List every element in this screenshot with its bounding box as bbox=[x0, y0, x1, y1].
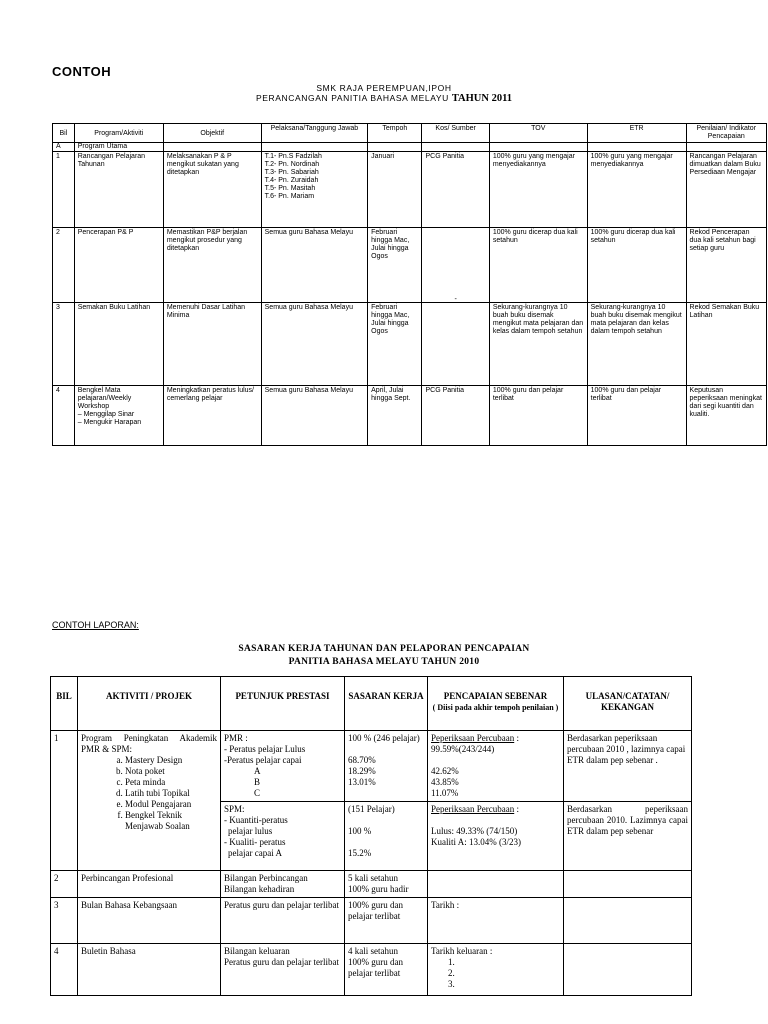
row-sasaran bbox=[345, 871, 428, 898]
report-title-line2: PANITIA BAHASA MELAYU TAHUN 2010 bbox=[288, 657, 480, 667]
table-row bbox=[51, 898, 692, 944]
sasaran-line: 100 % (246 pelajar) bbox=[348, 733, 420, 743]
col-header-pencapaian bbox=[428, 677, 564, 731]
list-item: b. Nota poket bbox=[125, 766, 217, 777]
sasaran-grade: 68.70% bbox=[348, 755, 376, 765]
row-kos: PCG Panitia bbox=[422, 386, 489, 446]
row-program bbox=[74, 386, 163, 446]
row-etr: 100% guru yang mengajar menyediakannya bbox=[587, 152, 686, 228]
pelaksana-line: T.6- Pn. Mariam bbox=[264, 193, 315, 200]
pencapaian-title: Tarikh keluaran : bbox=[431, 946, 493, 956]
col-header-bil: Bil bbox=[53, 124, 75, 143]
sasaran-line: 15.2% bbox=[348, 848, 372, 858]
row-petunjuk bbox=[221, 944, 345, 996]
col-header-kos: Kos/ Sumber bbox=[422, 124, 489, 143]
pencapaian-line: Lulus: 49.33% (74/150) bbox=[431, 826, 518, 836]
tarikh-list bbox=[431, 957, 560, 990]
plan-title-year: TAHUN 2011 bbox=[451, 93, 512, 104]
row-bil: 3 bbox=[51, 898, 78, 944]
row-etr: 100% guru dan pelajar terlibat bbox=[587, 386, 686, 446]
row-ulasan-pmr: Berdasarkan peperiksaan percubaan 2010 , lazimnya capai ETR dalam pep sebenar . bbox=[564, 731, 692, 802]
list-item bbox=[457, 968, 560, 979]
row-pencapaian-pmr: Peperiksaan Percubaan : 99.59%(243/244) 42.62% 43.85% 11.07% bbox=[428, 731, 564, 802]
list-item: e. Modul Pengajaran bbox=[125, 799, 217, 810]
row-objektif: Meningkatkan peratus lulus/ cemerlang pelajar bbox=[163, 386, 261, 446]
row-etr: 100% guru dicerap dua kali setahun bbox=[587, 228, 686, 303]
sasaran-line: 100% guru dan pelajar terlibat bbox=[348, 957, 403, 978]
table-row bbox=[51, 944, 692, 996]
pencapaian-title: Peperiksaan Percubaan bbox=[431, 733, 515, 743]
petunjuk-line: pelajar capai A bbox=[228, 848, 282, 858]
plan-table bbox=[52, 123, 767, 446]
school-name: SMK RAJA PEREMPUAN,IPOH bbox=[316, 83, 452, 93]
row-penilaian: Rancangan Pelajaran dimuatkan dalam Buku Persediaan Mengajar bbox=[686, 152, 766, 228]
grade-label: A bbox=[254, 766, 261, 776]
row-sasaran-pmr bbox=[345, 731, 428, 802]
row-objektif: Melaksanakan P & P mengikut sukatan yang ditetapkan bbox=[163, 152, 261, 228]
petunjuk-line: -Peratus pelajar capai bbox=[224, 755, 302, 765]
row-petunjuk-pmr bbox=[221, 731, 345, 802]
row-tov: Sekurang-kurangnya 10 buah buku disemak mengikut mata pelajaran dan kelas dalam tempoh setahun bbox=[489, 303, 587, 386]
page-heading: CONTOH bbox=[52, 64, 112, 79]
report-table bbox=[50, 676, 692, 996]
report-title-line1: SASARAN KERJA TAHUNAN DAN PELAPORAN PENCAPAIAN bbox=[238, 644, 530, 654]
petunjuk-line: PMR : bbox=[224, 733, 248, 743]
row-penilaian: Rekod Semakan Buku Latihan bbox=[686, 303, 766, 386]
row-tempoh: Februari hingga Mac, Julai hingga Ogos bbox=[368, 228, 422, 303]
table-row bbox=[53, 303, 767, 386]
table-row bbox=[53, 152, 767, 228]
row-aktiviti: Bulan Bahasa Kebangsaan bbox=[78, 898, 221, 944]
report-table-header bbox=[51, 677, 692, 731]
row-tov: 100% guru dan pelajar terlibat bbox=[489, 386, 587, 446]
col-header-tempoh: Tempoh bbox=[368, 124, 422, 143]
petunjuk-line: Bilangan keluaran bbox=[224, 946, 290, 956]
petunjuk-line: - Kuantiti-peratus bbox=[224, 815, 288, 825]
program-sub: – Menggilap Sinar bbox=[77, 411, 135, 418]
row-petunjuk-spm bbox=[221, 802, 345, 871]
program-text: Bengkel Mata pelajaran/Weekly Workshop bbox=[77, 387, 132, 410]
col-header-objektif: Objektif bbox=[163, 124, 261, 143]
petunjuk-line: - Peratus pelajar Lulus bbox=[224, 744, 306, 754]
petunjuk-line: Bilangan Perbincangan bbox=[224, 873, 308, 883]
sasaran-line: (151 Pelajar) bbox=[348, 804, 395, 814]
col-header-bil: BIL bbox=[51, 677, 78, 731]
row-kos bbox=[422, 228, 489, 303]
pelaksana-line: T.2- Pn. Nordinah bbox=[264, 161, 320, 168]
list-item: d. Latih tubi Topikal bbox=[125, 788, 217, 799]
petunjuk-line: - Kualiti- peratus bbox=[224, 837, 286, 847]
list-item bbox=[457, 979, 560, 990]
row-aktiviti: Perbincangan Profesional bbox=[78, 871, 221, 898]
row-bil: 1 bbox=[51, 731, 78, 871]
row-sasaran-spm bbox=[345, 802, 428, 871]
sasaran-line: 5 kali setahun bbox=[348, 873, 398, 883]
row-bil: 2 bbox=[53, 228, 75, 303]
pelaksana-line: T.4- Pn. Zuraidah bbox=[264, 177, 319, 184]
row-aktiviti: Buletin Bahasa bbox=[78, 944, 221, 996]
sasaran-line: 100% guru hadir bbox=[348, 884, 409, 894]
row-pencapaian-spm: Peperiksaan Percubaan : Lulus: 49.33% (74/150) Kualiti A: 13.04% (3/23) bbox=[428, 802, 564, 871]
row-ulasan bbox=[564, 871, 692, 898]
list-item: f. Bengkel Teknik Menjawab Soalan bbox=[125, 810, 217, 832]
section-label: Program Utama bbox=[74, 143, 163, 152]
row-program: Semakan Buku Latihan bbox=[74, 303, 163, 386]
row-ulasan-spm: Berdasarkan peperiksaan percubaan 2010. Lazimnya capai ETR dalam pep sebenar bbox=[564, 802, 692, 871]
table-row-section bbox=[53, 143, 767, 152]
table-row bbox=[51, 731, 692, 802]
pelaksana-line: T.3- Pn. Sabariah bbox=[264, 169, 319, 176]
grade-label: B bbox=[254, 777, 261, 787]
petunjuk-line: Bilangan kehadiran bbox=[224, 884, 295, 894]
col-header-ulasan: ULASAN/CATATAN/ KEKANGAN bbox=[564, 677, 692, 731]
row-bil: 2 bbox=[51, 871, 78, 898]
row-pencapaian: Tarikh : bbox=[428, 898, 564, 944]
row-objektif: Memastikan P&P berjalan mengikut prosedur yang ditetapkan bbox=[163, 228, 261, 303]
row-kos-value: - bbox=[454, 296, 457, 303]
row-sasaran bbox=[345, 944, 428, 996]
col-header-aktiviti: AKTIVITI / PROJEK bbox=[78, 677, 221, 731]
table-row bbox=[53, 386, 767, 446]
list-item: a. Mastery Design bbox=[125, 755, 217, 766]
petunjuk-line: SPM: bbox=[224, 804, 245, 814]
plan-title bbox=[0, 93, 768, 104]
pencapaian-line: Kualiti A: 13.04% (3/23) bbox=[431, 837, 521, 847]
petunjuk-line: Peratus guru dan pelajar terlibat bbox=[224, 957, 339, 967]
pelaksana-line: T.1- Pn.S Fadzilah bbox=[264, 153, 322, 160]
row-bil: 1 bbox=[53, 152, 75, 228]
sasaran-grade: 18.29% bbox=[348, 766, 376, 776]
table-row bbox=[51, 871, 692, 898]
list-item: c. Peta minda bbox=[125, 777, 217, 788]
col-header-program: Program/Aktiviti bbox=[74, 124, 163, 143]
pencapaian-grade: 43.85% bbox=[431, 777, 459, 787]
row-tempoh: Februari hingga Mac, Julai hingga Ogos bbox=[368, 303, 422, 386]
row-kos: PCG Panitia bbox=[422, 152, 489, 228]
row-sasaran: 100% guru dan pelajar terlibat bbox=[345, 898, 428, 944]
table-row bbox=[53, 228, 767, 303]
row-program: Pencerapan P& P bbox=[74, 228, 163, 303]
pelaksana-line: T.5- Pn. Masitah bbox=[264, 185, 316, 192]
row-aktiviti bbox=[78, 731, 221, 871]
row-ulasan bbox=[564, 898, 692, 944]
row-petunjuk: Peratus guru dan pelajar terlibat bbox=[221, 898, 345, 944]
row-pelaksana: Semua guru Bahasa Melayu bbox=[261, 303, 368, 386]
row-bil: 4 bbox=[53, 386, 75, 446]
row-pelaksana: Semua guru Bahasa Melayu bbox=[261, 386, 368, 446]
row-pencapaian bbox=[428, 944, 564, 996]
grade-label: C bbox=[254, 788, 261, 798]
row-tempoh: April, Julai hingga Sept. bbox=[368, 386, 422, 446]
aktiviti-text: Program Peningkatan Akademik PMR & SPM: bbox=[81, 733, 217, 754]
row-penilaian: Rekod Pencerapan dua kali setahun bagi setiap guru bbox=[686, 228, 766, 303]
row-tempoh: Januari bbox=[368, 152, 422, 228]
list-item bbox=[457, 957, 560, 968]
row-tov: 100% guru dicerap dua kali setahun bbox=[489, 228, 587, 303]
pencapaian-value: 99.59%(243/244) bbox=[431, 744, 495, 754]
sasaran-line: 4 kali setahun bbox=[348, 946, 398, 956]
col-header-pelaksana: Pelaksana/Tanggung Jawab bbox=[261, 124, 368, 143]
petunjuk-line: pelajar lulus bbox=[228, 826, 273, 836]
col-header-sasaran: SASARAN KERJA bbox=[345, 677, 428, 731]
pencapaian-header-note: ( Diisi pada akhir tempoh penilaian ) bbox=[432, 703, 559, 712]
row-tov: 100% guru yang mengajar menyediakannya bbox=[489, 152, 587, 228]
row-objektif: Memenuhi Dasar Latihan Minima bbox=[163, 303, 261, 386]
row-petunjuk bbox=[221, 871, 345, 898]
row-penilaian: Keputusan peperiksaan meningkat dari segi kuantiti dan kualiti. bbox=[686, 386, 766, 446]
row-pelaksana bbox=[261, 152, 368, 228]
col-header-penilaian: Penilaian/ Indikator Pencapaian bbox=[686, 124, 766, 143]
row-pencapaian bbox=[428, 871, 564, 898]
aktiviti-list bbox=[81, 755, 217, 832]
plan-table-header bbox=[53, 124, 767, 143]
section-bil: A bbox=[53, 143, 75, 152]
pencapaian-title: Peperiksaan Percubaan bbox=[431, 804, 515, 814]
col-header-petunjuk: PETUNJUK PRESTASI bbox=[221, 677, 345, 731]
pencapaian-grade: 42.62% bbox=[431, 766, 459, 776]
col-header-etr: ETR bbox=[587, 124, 686, 143]
row-etr: Sekurang-kurangnya 10 buah buku disemak mengikut mata pelajaran dan kelas dalam tempoh setahun bbox=[587, 303, 686, 386]
row-bil: 4 bbox=[51, 944, 78, 996]
row-pelaksana: Semua guru Bahasa Melayu bbox=[261, 228, 368, 303]
program-sub: – Mengukir Harapan bbox=[77, 419, 142, 426]
row-program: Rancangan Pelajaran Tahunan bbox=[74, 152, 163, 228]
row-ulasan bbox=[564, 944, 692, 996]
col-header-tov: TOV bbox=[489, 124, 587, 143]
plan-title-main: PERANCANGAN PANITIA BAHASA MELAYU bbox=[256, 93, 449, 103]
pencapaian-grade: 11.07% bbox=[431, 788, 459, 798]
sasaran-grade: 13.01% bbox=[348, 777, 376, 787]
sasaran-line: 100 % bbox=[348, 826, 372, 836]
report-label: CONTOH LAPORAN: bbox=[52, 620, 139, 630]
pencapaian-header-title: PENCAPAIAN SEBENAR bbox=[443, 691, 548, 701]
row-bil: 3 bbox=[53, 303, 75, 386]
row-kos bbox=[422, 296, 489, 386]
